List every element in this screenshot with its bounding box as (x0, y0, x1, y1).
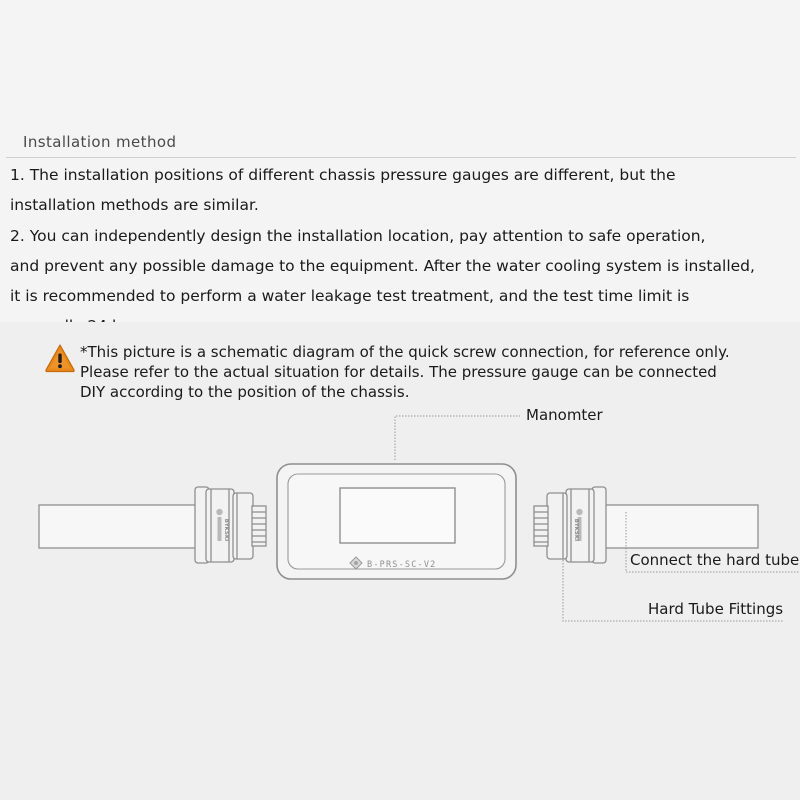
fitting-brand-right: BYKSKI (573, 518, 579, 542)
intro-line: and prevent any possible damage to the equipment. After the water cooling system is installed, (10, 256, 755, 275)
device-model-text: B-PRS-SC-V2 (367, 560, 437, 570)
fittings-label: Hard Tube Fittings (648, 600, 784, 618)
warning-line: *This picture is a schematic diagram of the quick screw connection, for reference only. (80, 343, 730, 361)
hard-tube-label: Connect the hard tube (630, 551, 800, 569)
intro-line: 1. The installation positions of different chassis pressure gauges are different, but the (10, 166, 676, 184)
manometer-leader-line (395, 416, 520, 460)
intro-line: it is recommended to perform a water leakage test treatment, and the test time limit is (10, 287, 690, 306)
left-fitting (195, 487, 266, 563)
left-hard-tube (39, 505, 197, 548)
warning-line: DIY according to the position of the chassis. (80, 382, 410, 401)
right-hard-tube (598, 505, 758, 548)
intro-line: installation methods are similar. (10, 196, 259, 215)
intro-line: 2. You can independently design the installation location, pay attention to safe operation, (10, 226, 706, 245)
right-fitting (534, 487, 606, 563)
fitting-brand-left: BYKSKI (223, 518, 229, 542)
section-title: Installation method (23, 133, 177, 151)
manometer-display (340, 488, 455, 543)
warning-line: Please refer to the actual situation for details. The pressure gauge can be connected (80, 362, 717, 381)
manometer-label: Manomter (526, 406, 603, 424)
